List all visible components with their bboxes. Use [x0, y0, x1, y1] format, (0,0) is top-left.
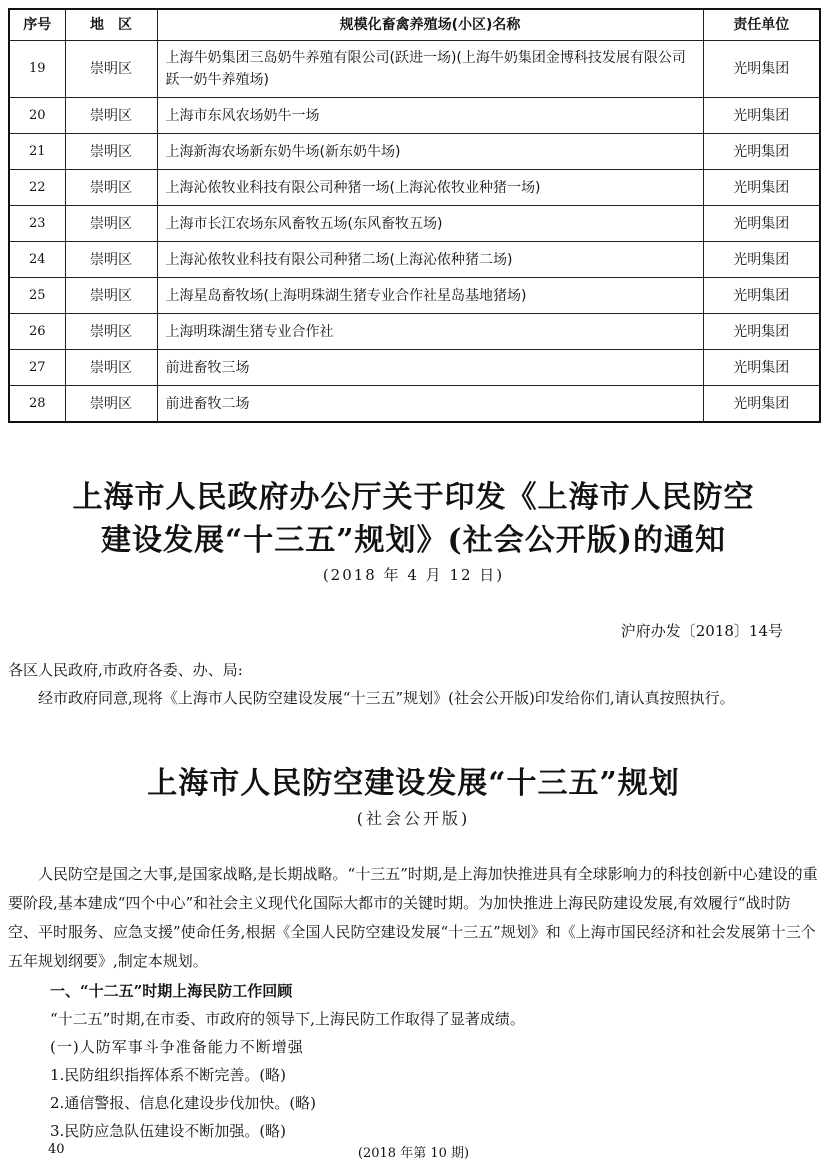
row-area: 崇明区 [65, 134, 157, 170]
row-farm-name: 上海市东风农场奶牛一场 [157, 98, 703, 134]
issue-label: (2018 年第 10 期) [357, 1146, 470, 1161]
row-unit: 光明集团 [703, 278, 820, 314]
table-row [9, 206, 820, 242]
row-unit: 光明集团 [703, 98, 820, 134]
row-unit: 光明集团 [703, 206, 820, 242]
table-row [9, 314, 820, 350]
table-row [9, 278, 820, 314]
row-number: 25 [9, 278, 65, 314]
addressee: 各区人民政府,市政府各委、办、局: [8, 661, 243, 679]
row-unit: 光明集团 [703, 314, 820, 350]
notice-title-line1: 上海市人民政府办公厅关于印发《上海市人民防空 [72, 480, 755, 515]
row-unit: 光明集团 [703, 41, 820, 98]
row-area: 崇明区 [65, 278, 157, 314]
table-header-row [9, 9, 820, 41]
row-area: 崇明区 [65, 98, 157, 134]
row-area: 崇明区 [65, 242, 157, 278]
row-area: 崇明区 [65, 41, 157, 98]
row-farm-name: 上海市长江农场东风畜牧五场(东风畜牧五场) [157, 206, 703, 242]
row-number: 20 [9, 98, 65, 134]
livestock-farm-table [8, 8, 821, 423]
table-row [9, 350, 820, 386]
header-area: 地 区 [65, 9, 157, 41]
page-number: 40 [48, 1142, 65, 1157]
row-area: 崇明区 [65, 206, 157, 242]
row-number: 23 [9, 206, 65, 242]
document-number: 沪府办发〔2018〕14号 [620, 622, 783, 640]
row-farm-name: 前进畜牧二场 [157, 386, 703, 423]
notice-title-line2: 建设发展“十三五”规划》(社会公开版)的通知 [101, 523, 726, 558]
row-farm-name: 上海新海农场新东奶牛场(新东奶牛场) [157, 134, 703, 170]
notice-date: (2018 年 4 月 12 日) [322, 566, 505, 584]
row-number: 26 [9, 314, 65, 350]
table-row [9, 98, 820, 134]
section-heading: 一、“十二五”时期上海民防工作回顾 [50, 982, 293, 1000]
list-item: 3.民防应急队伍建设不断加强。(略) [50, 1122, 287, 1140]
row-farm-name: 上海沁侬牧业科技有限公司种猪二场(上海沁侬种猪二场) [157, 242, 703, 278]
row-unit: 光明集团 [703, 134, 820, 170]
row-area: 崇明区 [65, 314, 157, 350]
section-text: “十二五”时期,在市委、市政府的领导下,上海民防工作取得了显著成绩。 [50, 1010, 525, 1028]
row-area: 崇明区 [65, 386, 157, 423]
row-number: 28 [9, 386, 65, 423]
row-area: 崇明区 [65, 350, 157, 386]
row-number: 24 [9, 242, 65, 278]
row-farm-name: 前进畜牧三场 [157, 350, 703, 386]
row-number: 21 [9, 134, 65, 170]
row-farm-name: 上海牛奶集团三岛奶牛养殖有限公司(跃进一场)(上海牛奶集团金博科技发展有限公司跃一奶牛养殖场) [157, 41, 703, 98]
row-number: 22 [9, 170, 65, 206]
list-item: 2.通信警报、信息化建设步伐加快。(略) [50, 1094, 317, 1112]
row-unit: 光明集团 [703, 350, 820, 386]
table-row [9, 134, 820, 170]
row-number: 19 [9, 41, 65, 98]
table-row [9, 242, 820, 278]
row-area: 崇明区 [65, 170, 157, 206]
table-row [9, 41, 820, 98]
header-number: 序号 [9, 9, 65, 41]
notice-intro: 经市政府同意,现将《上海市人民防空建设发展“十三五”规划》(社会公开版)印发给你们,请认真按照执行。 [38, 689, 735, 707]
row-unit: 光明集团 [703, 242, 820, 278]
row-number: 27 [9, 350, 65, 386]
header-farm-name: 规模化畜禽养殖场(小区)名称 [157, 9, 703, 41]
header-responsible-unit: 责任单位 [703, 9, 820, 41]
row-farm-name: 上海明珠湖生猪专业合作社 [157, 314, 703, 350]
plan-subtitle: (社会公开版) [356, 809, 471, 828]
row-farm-name: 上海沁侬牧业科技有限公司种猪一场(上海沁侬牧业种猪一场) [157, 170, 703, 206]
notice-title [20, 476, 807, 562]
subsection-heading: (一)人防军事斗争准备能力不断增强 [50, 1038, 304, 1056]
plan-preamble: 人民防空是国之大事,是国家战略,是长期战略。“十三五”时期,是上海加快推进具有全球影响力的科技创新中心建设的重要阶段,基本建成“四个中心”和社会主义现代化国际大都市的关键时期。为加快推进上海民防建设发展,有效履行“战时防空、平时服务、应急支援”使命任务,根据《全国人民防空建设发展“十三五”规划》和《上海市国民经济和社会发展第十三个五年规划纲要》,制定本规划。 [8, 865, 818, 970]
table-row [9, 386, 820, 423]
table-row [9, 170, 820, 206]
row-unit: 光明集团 [703, 386, 820, 423]
plan-title: 上海市人民防空建设发展“十三五”规划 [147, 766, 680, 801]
row-unit: 光明集团 [703, 170, 820, 206]
list-item: 1.民防组织指挥体系不断完善。(略) [50, 1066, 287, 1084]
row-farm-name: 上海星岛畜牧场(上海明珠湖生猪专业合作社星岛基地猪场) [157, 278, 703, 314]
